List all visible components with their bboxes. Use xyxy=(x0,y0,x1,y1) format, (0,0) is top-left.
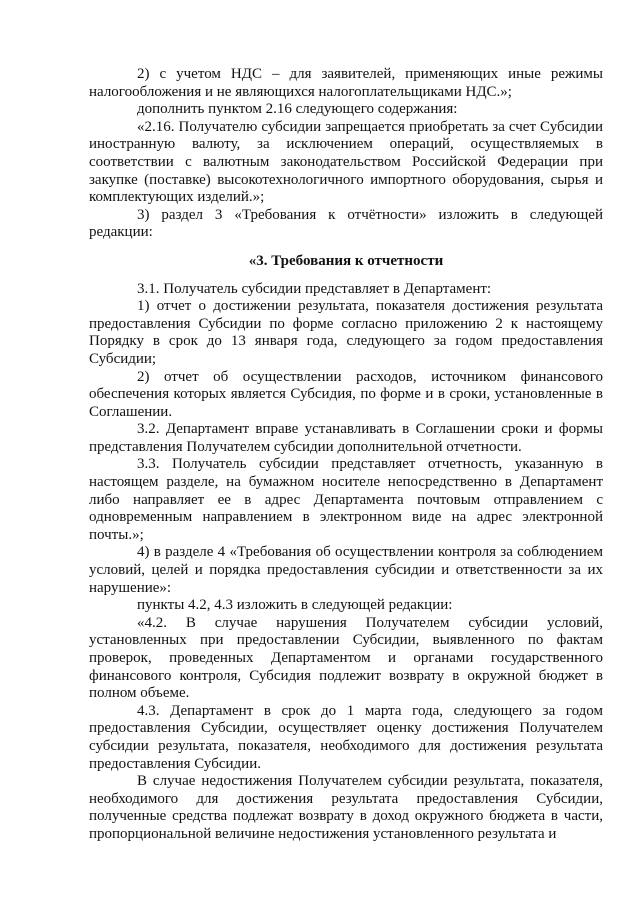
paragraph-item-2-16: «2.16. Получателю субсидии запрещается приобретать за счет Субсидии иностранную валюту, за исключением операций, осуществляемых в соответствии с валютным законодательством Российской Федерации при закупке (поставке) высокотехнологичного импортного оборудования, сырья и комплектующих изделий.»; xyxy=(89,118,603,206)
paragraph-items-4-2-4-3-intro: пункты 4.2, 4.3 изложить в следующей редакции: xyxy=(137,597,453,614)
paragraph-add-item-2-16: дополнить пунктом 2.16 следующего содержания: xyxy=(137,101,458,118)
paragraph-4-3: 4.3. Департамент в срок до 1 марта года, следующего за годом предоставления Субсидии, осуществляет оценку достижения Получателем субсидии результата, показателя, необходимого для достижения результата предоставления Субсидии. xyxy=(89,702,603,772)
document-page xyxy=(89,66,603,844)
paragraph-section-3-intro: 3) раздел 3 «Требования к отчётности» изложить в следующей редакции: xyxy=(89,206,603,241)
paragraph-3-3: 3.3. Получатель субсидии представляет отчетность, указанную в настоящем разделе, на бумажном носителе непосредственно в Департамент либо направляет ее в адрес Департамента почтовым отправлением с одновременным направлением в электронном виде на адрес электронной почты.»; xyxy=(89,456,603,543)
section-heading: «3. Требования к отчетности xyxy=(248,252,444,269)
paragraph-section-4-intro: 4) в разделе 4 «Требования об осуществлении контроля за соблюдением условий, целей и порядка предоставления субсидии и ответственности за их нарушение»: xyxy=(89,544,603,596)
paragraph-3-1: 3.1. Получатель субсидии представляет в Департамент: xyxy=(137,280,492,297)
paragraph-4-3-continued: В случае недостижения Получателем субсидии результата, показателя, необходимого для достижения результата предоставления Субсидии, полученные средства подлежат возврату в доход окружного бюджета в части, пропорциональной величине недостижения установленного результата и xyxy=(89,773,603,842)
paragraph-3-1-item-1: 1) отчет о достижении результата, показателя достижения результата предоставления Субсидии по форме согласно приложению 2 к настоящему Порядку в срок до 13 января года, следующего за годом предоставления Субсидии; xyxy=(89,298,603,367)
paragraph-3-1-item-2: 2) отчет об осуществлении расходов, источником финансового обеспечения которых является Субсидия, по форме и в сроки, установленные в Соглашении. xyxy=(89,368,603,420)
paragraph-vat-clause: 2) с учетом НДС – для заявителей, применяющих иные режимы налогообложения и не являющихся налогоплательщиками НДС.»; xyxy=(89,66,603,100)
paragraph-3-2: 3.2. Департамент вправе устанавливать в Соглашении сроки и формы представления Получателем субсидии дополнительной отчетности. xyxy=(89,421,603,455)
paragraph-4-2: «4.2. В случае нарушения Получателем субсидии условий, установленных при предоставлении Субсидии, выявленного по фактам проверок, проведенных Департаментом и органами государственного финансового контроля, Субсидия подлежит возврату в окружной бюджет в полном объеме. xyxy=(89,614,603,702)
